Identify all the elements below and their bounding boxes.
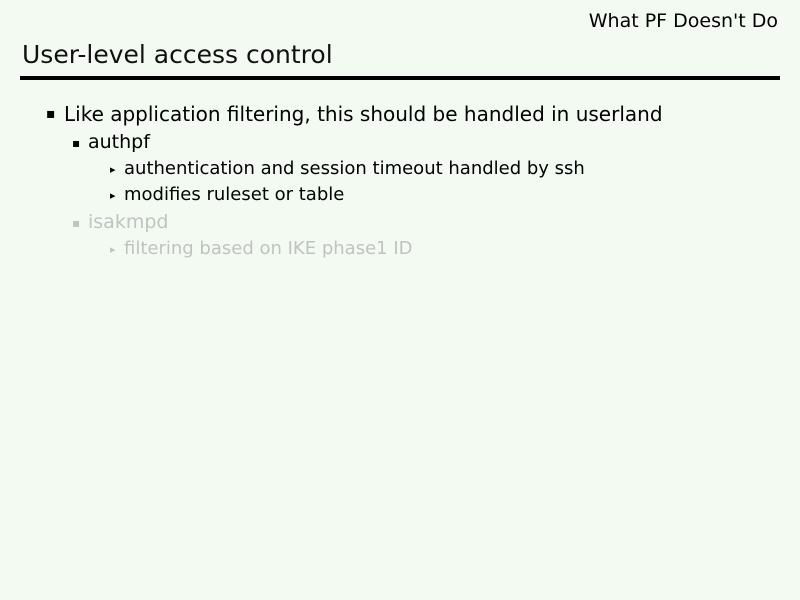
list-item-label: authentication and session timeout handled by ssh	[124, 158, 585, 180]
list-item	[22, 186, 778, 205]
list-item-label: modifies ruleset or table	[124, 184, 345, 206]
slide-header-right: What PF Doesn't Do	[588, 10, 778, 32]
bullet-marker-icon: ▪	[72, 135, 81, 150]
list-item-label: authpf	[88, 130, 150, 153]
bullet-marker-icon: ▪	[46, 106, 56, 122]
bullet-marker-icon: ▸	[110, 189, 116, 203]
bullet-marker-icon: ▪	[72, 215, 81, 230]
list-item	[22, 210, 778, 233]
list-item	[22, 130, 778, 153]
bullet-marker-icon: ▸	[110, 242, 116, 256]
list-item-label: Like application filtering, this should be handled in userland	[64, 102, 663, 126]
bullet-marker-icon: ▸	[110, 163, 116, 177]
list-item	[22, 237, 778, 259]
slide-content	[22, 104, 778, 266]
list-item-label: filtering based on IKE phase1 ID	[124, 237, 413, 259]
list-item	[22, 104, 778, 126]
list-item-label: isakmpd	[88, 210, 169, 233]
list-item	[22, 160, 778, 179]
page-title: User-level access control	[22, 40, 333, 69]
title-divider	[20, 76, 780, 80]
